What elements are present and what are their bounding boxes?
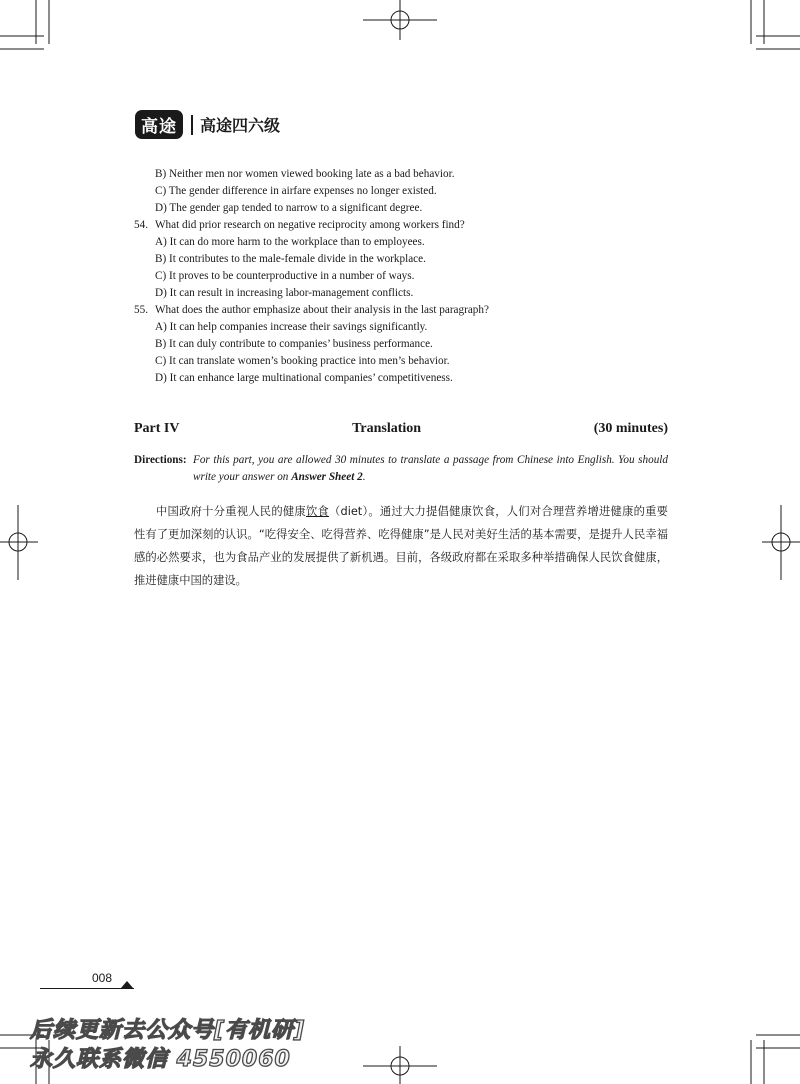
watermark-line-2: 永久联系微信 4550060 — [30, 1047, 291, 1072]
q53-option-c: C) The gender difference in airfare expenses no longer existed. — [155, 185, 437, 197]
directions — [134, 452, 668, 486]
directions-body: For this part, you are allowed 30 minutes to translate a passage from Chinese into English. You should write your answer on — [193, 454, 668, 483]
q55-option-b: B) It can duly contribute to companies’ business performance. — [155, 338, 433, 350]
q54-number: 54. — [134, 219, 148, 231]
footer-rule — [40, 988, 134, 989]
q55-option-c: C) It can translate women’s booking practice into men’s behavior. — [155, 355, 450, 367]
part-time: (30 minutes) — [593, 421, 668, 436]
part-label: Part IV — [134, 421, 180, 436]
q54-stem — [134, 217, 674, 234]
q55-option-a: A) It can help companies increase their savings significantly. — [155, 321, 428, 333]
q55-option-d: D) It can enhance large multinational companies’ competitiveness. — [155, 372, 453, 384]
logo-mark: 高途 — [135, 110, 183, 139]
q53-option-b: B) Neither men nor women viewed booking late as a bad behavior. — [155, 168, 455, 180]
q54-option-c: C) It proves to be counterproductive in a number of ways. — [155, 270, 415, 282]
answer-sheet-ref: Answer Sheet 2 — [291, 471, 363, 483]
watermark-line-1: 后续更新去公众号[有机研] — [30, 1018, 306, 1043]
part-title: Translation — [352, 421, 422, 436]
passage-part-1: 中国政府十分重视人民的健康 — [156, 505, 306, 518]
q54-option-d: D) It can result in increasing labor-management conflicts. — [155, 287, 414, 299]
brand-name: 高途四六级 — [200, 116, 281, 135]
logo-divider — [191, 115, 193, 135]
q54-option-a: A) It can do more harm to the workplace than to employees. — [155, 236, 425, 248]
part-header — [134, 421, 668, 437]
q53-option-d: D) The gender gap tended to narrow to a significant degree. — [155, 202, 423, 214]
translation-passage — [134, 500, 668, 592]
q54-text: What did prior research on negative reciprocity among workers find? — [155, 219, 465, 231]
page-marker-triangle-icon — [121, 981, 133, 988]
passage-part-2: （diet）。通过大力提倡健康饮食，人们对合理营养增进健康的重要性有了更加深刻的认识。“吃得安全、吃得营养、吃得健康”是人民对美好生活的基本需要，是提升人民幸福感的必然要求，也为食品产业的发展提供了新机遇。目前，各级政府都在采取多种举措确保人民饮食健康，推进健康中国的建设。 — [134, 505, 668, 587]
q55-stem — [134, 302, 674, 319]
directions-text — [193, 452, 668, 486]
passage-underlined-term: 饮食 — [305, 505, 330, 518]
q55-number: 55. — [134, 304, 148, 316]
watermark — [30, 1016, 305, 1074]
q54-option-b: B) It contributes to the male-female divide in the workplace. — [155, 253, 426, 265]
question-list — [134, 166, 674, 387]
directions-end: . — [362, 471, 366, 483]
q55-text: What does the author emphasize about their analysis in the last paragraph? — [155, 304, 489, 316]
directions-label: Directions: — [134, 454, 187, 466]
page-number: 008 — [92, 971, 113, 985]
brand-logo — [135, 110, 280, 139]
